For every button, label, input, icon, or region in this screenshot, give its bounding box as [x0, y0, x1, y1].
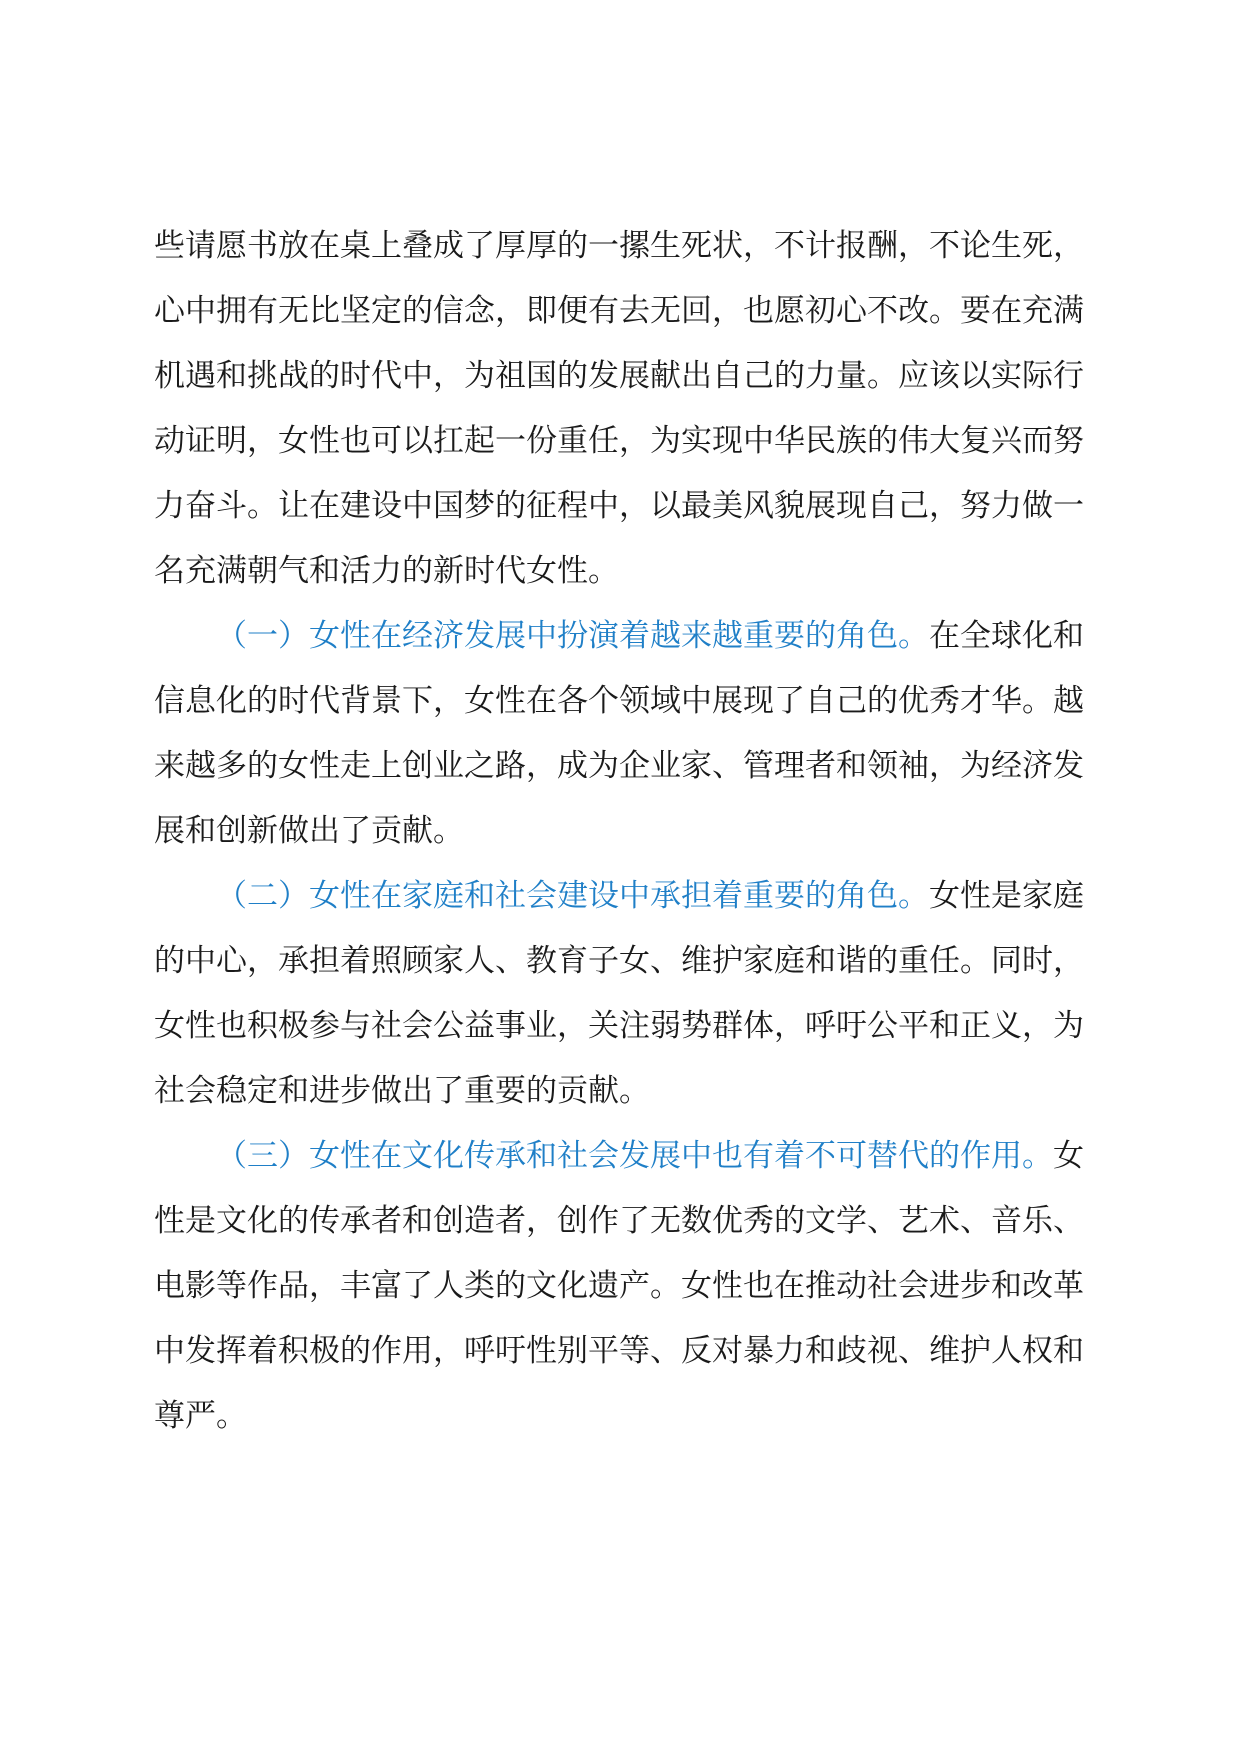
- section-heading-2: （二）女性在家庭和社会建设中承担着重要的角色。: [216, 878, 929, 914]
- paragraph-text: 女性是家庭的中心，承担着照顾家人、教育子女、维护家庭和谐的重任。同时，女性也积极参与社会公益事业，关注弱势群体，呼吁公平和正义，为社会稳定和进步做出了重要的贡献。: [154, 878, 1084, 1109]
- section-paragraph-1: [154, 604, 1086, 864]
- section-paragraph-3: [154, 1124, 1086, 1449]
- section-paragraph-2: [154, 864, 1086, 1124]
- paragraph-text: 些请愿书放在桌上叠成了厚厚的一摞生死状，不计报酬，不论生死，心中拥有无比坚定的信念，即便有去无回，也愿初心不改。要在充满机遇和挑战的时代中，为祖国的发展献出自己的力量。应该以实际行动证明，女性也可以扛起一份重任，为实现中华民族的伟大复兴而努力奋斗。让在建设中国梦的征程中，以最美风貌展现自己，努力做一名充满朝气和活力的新时代女性。: [154, 228, 1084, 589]
- paragraph-text: 女性是文化的传承者和创造者，创作了无数优秀的文学、艺术、音乐、电影等作品，丰富了人类的文化遗产。女性也在推动社会进步和改革中发挥着积极的作用，呼吁性别平等、反对暴力和歧视、维护人权和尊严。: [154, 1138, 1084, 1434]
- section-heading-1: （一）女性在经济发展中扮演着越来越重要的角色。: [216, 618, 929, 654]
- document-body: [154, 214, 1086, 1449]
- paragraph-text: 在全球化和信息化的时代背景下，女性在各个领域中展现了自己的优秀才华。越来越多的女性走上创业之路，成为企业家、管理者和领袖，为经济发展和创新做出了贡献。: [154, 618, 1084, 849]
- paragraph-continuation: [154, 214, 1086, 604]
- section-heading-3: （三）女性在文化传承和社会发展中也有着不可替代的作用。: [216, 1138, 1053, 1174]
